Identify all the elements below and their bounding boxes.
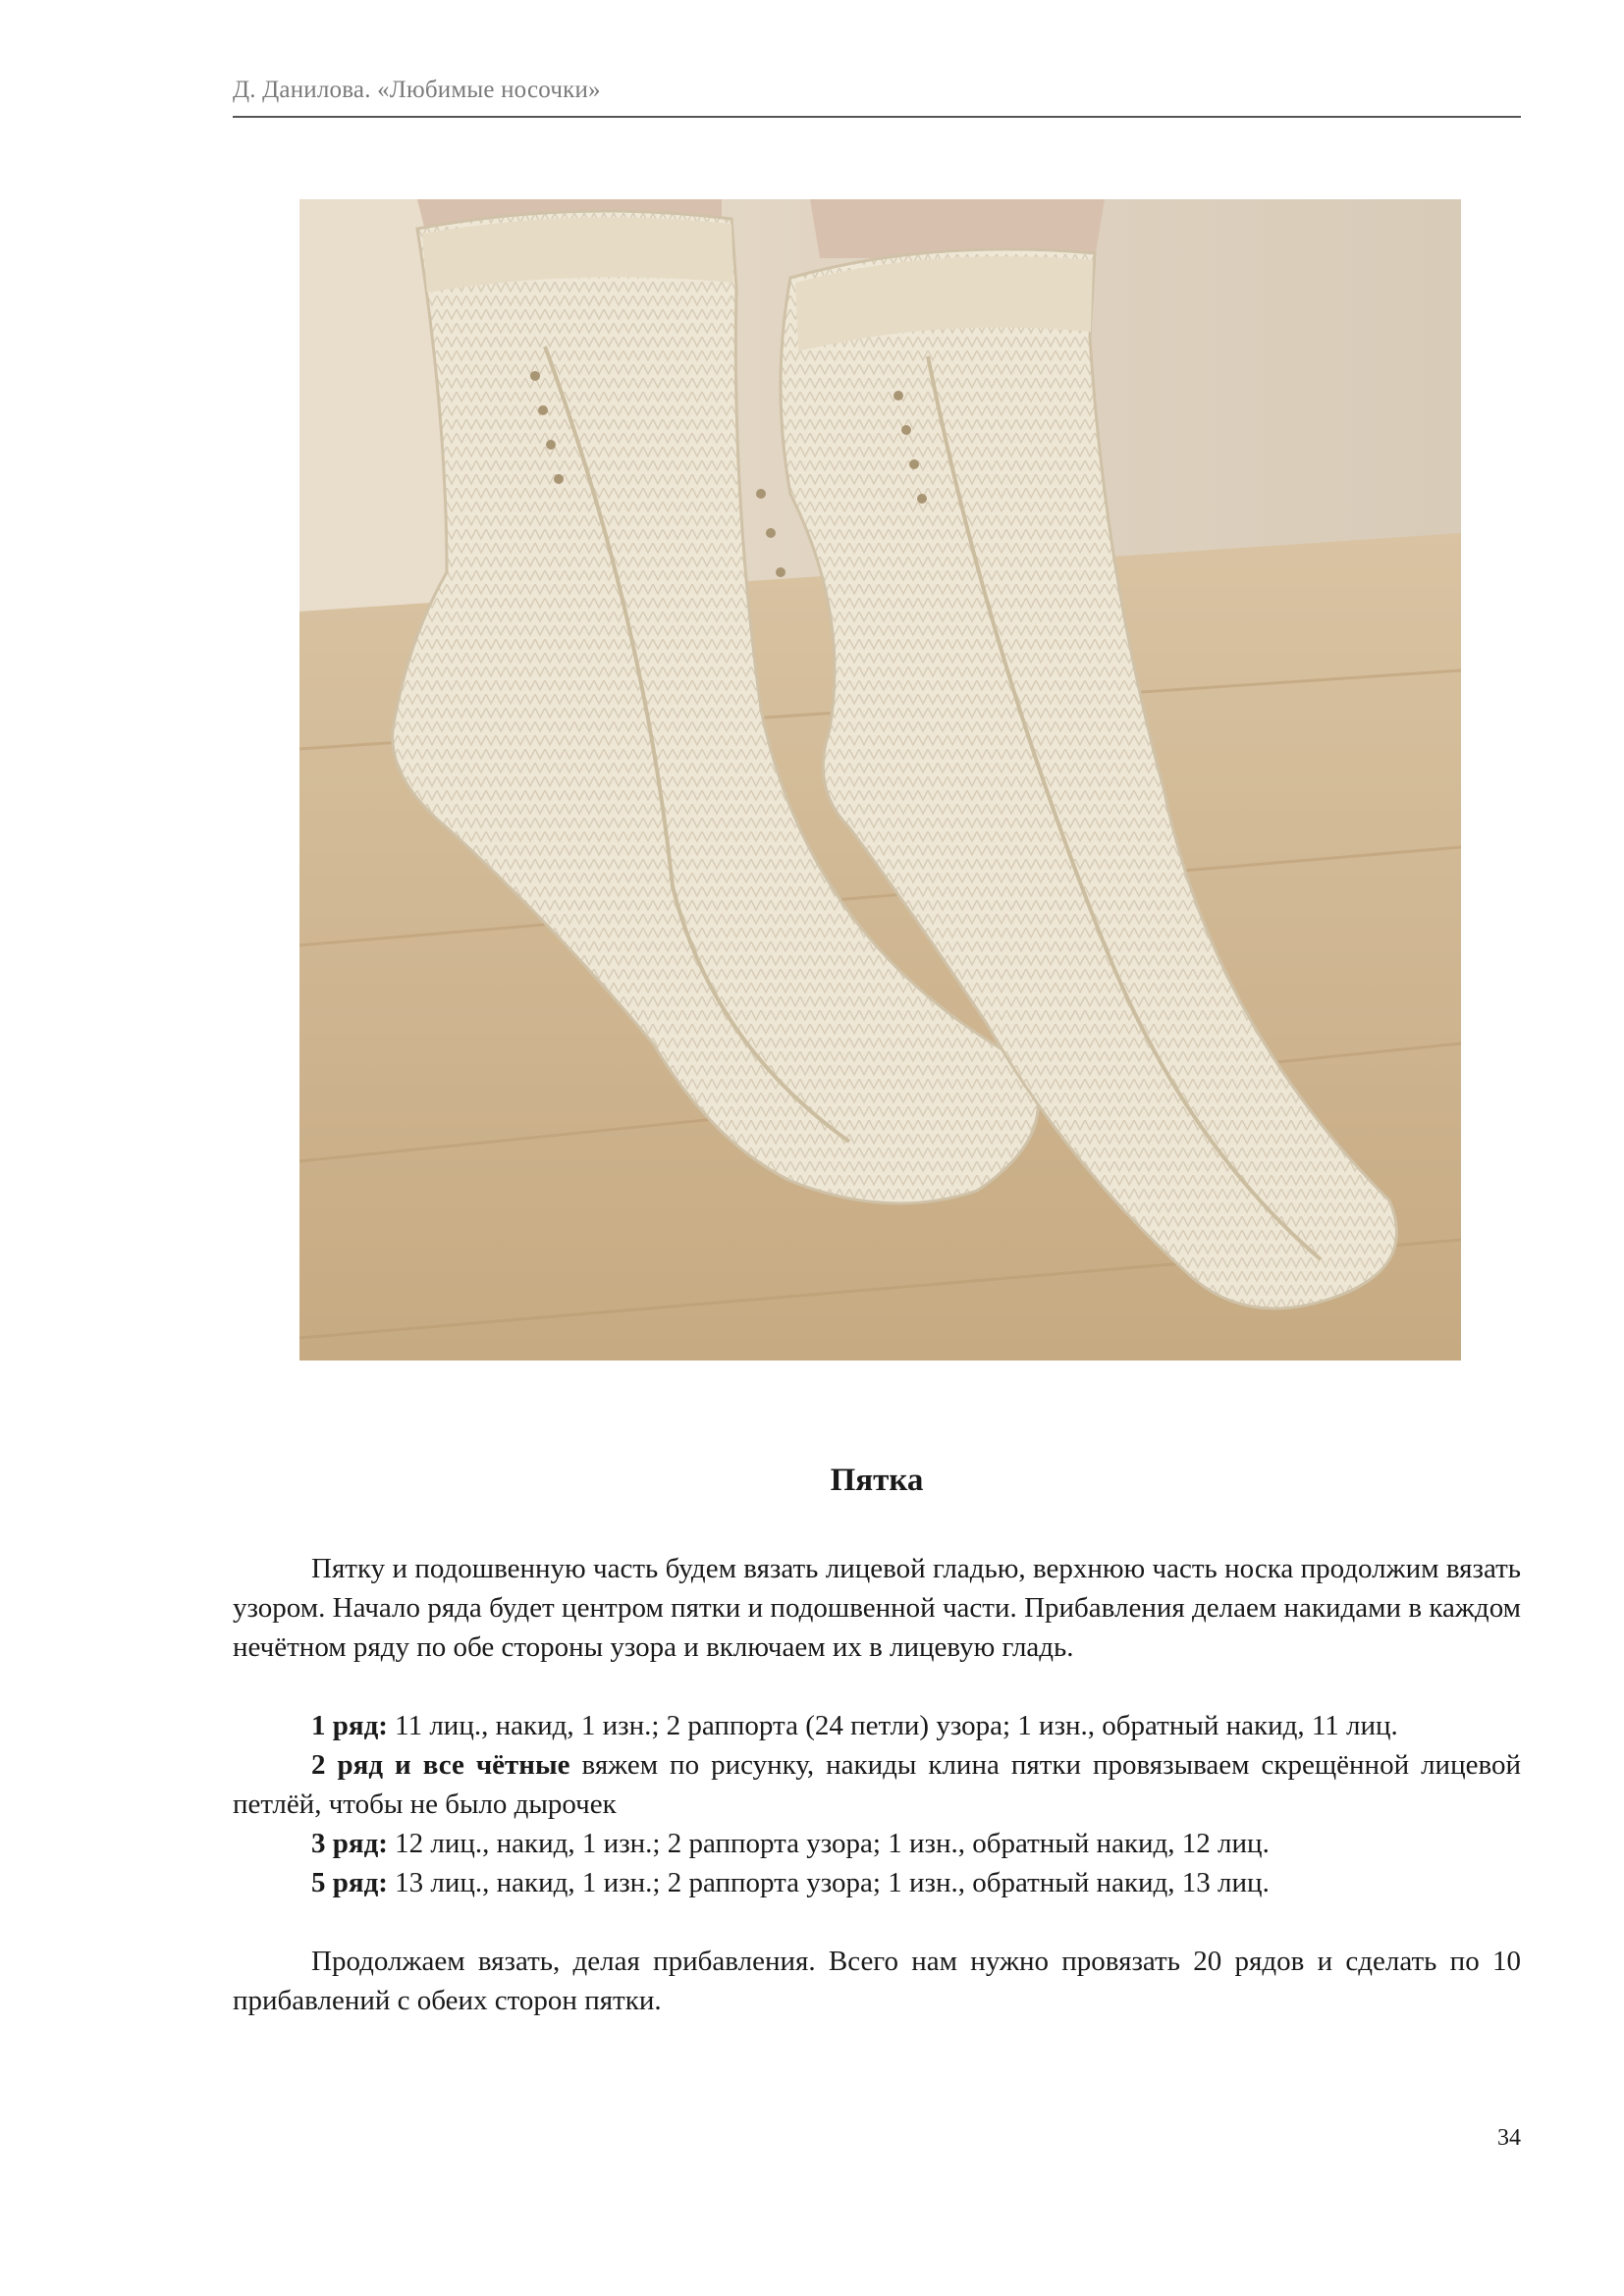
paragraph-gap: [233, 1902, 1521, 1942]
row-instruction: [233, 1745, 1521, 1824]
body-text: [233, 1549, 1521, 2020]
row-label: 5 ряд:: [311, 1867, 388, 1898]
header-divider: [233, 116, 1521, 118]
running-header: Д. Данилова. «Любимые носочки»: [233, 77, 601, 103]
row-text: 12 лиц., накид, 1 изн.; 2 раппорта узора; 1 изн., обратный накид, 12 лиц.: [387, 1828, 1270, 1859]
row-text: 11 лиц., накид, 1 изн.; 2 раппорта (24 петли) узора; 1 изн., обратный накид, 11 лиц.: [387, 1710, 1398, 1741]
row-label: 2 ряд и все чётные: [311, 1749, 570, 1781]
section-title: Пятка: [830, 1463, 924, 1498]
row-instruction: [233, 1706, 1521, 1745]
row-instruction: [233, 1824, 1521, 1863]
row-text: вяжем по рисунку, накиды клина пятки провязываем скрещённой лицевой петлёй, чтобы не было дырочек: [233, 1749, 1521, 1820]
row-label: 3 ряд:: [311, 1828, 388, 1859]
page-number: 34: [1497, 2125, 1521, 2151]
row-instruction: [233, 1863, 1521, 1902]
intro-paragraph: Пятку и подошвенную часть будем вязать лицевой гладью, верхнюю часть носка продолжим вязать узором. Начало ряда будет центром пятки и подошвенной части. Прибавления делаем накидами в каждом нечётном ряду по обе стороны узора и включаем их в лицевую гладь.: [233, 1553, 1521, 1663]
knitted-socks-photo: [299, 199, 1461, 1361]
row-label: 1 ряд:: [311, 1710, 388, 1741]
closing-paragraph: Продолжаем вязать, делая прибавления. Всего нам нужно провязать 20 рядов и сделать по 10 прибавлений с обеих сторон пятки.: [233, 1946, 1521, 2016]
socks-illustration: [299, 199, 1461, 1361]
row-text: 13 лиц., накид, 1 изн.; 2 раппорта узора; 1 изн., обратный накид, 13 лиц.: [387, 1867, 1270, 1898]
paragraph-gap: [233, 1667, 1521, 1706]
